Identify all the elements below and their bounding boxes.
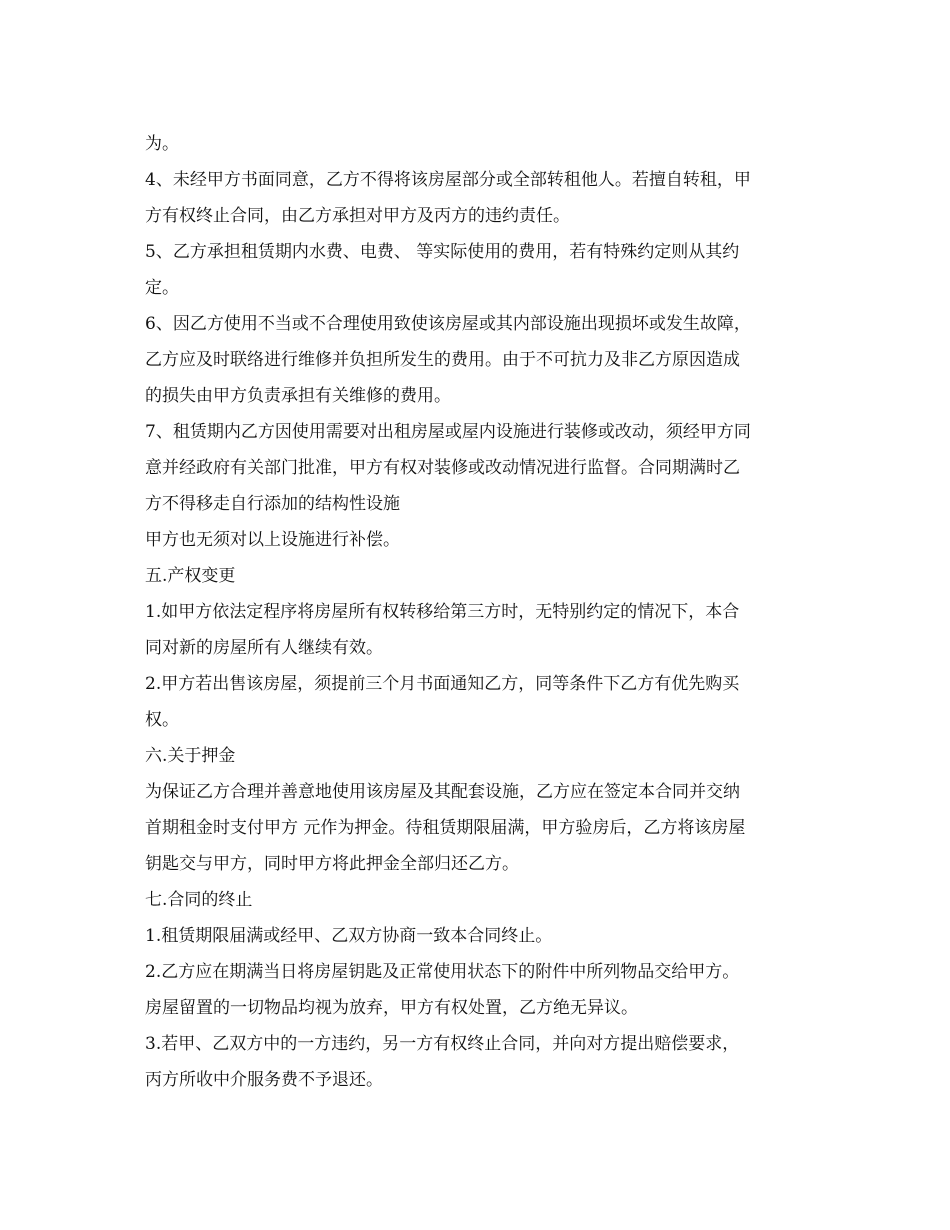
section-heading: 五.产权变更 (145, 566, 236, 586)
text-line: 权。 (145, 710, 179, 730)
section-heading: 七.合同的终止 (145, 890, 253, 910)
text-line: 5、乙方承担租赁期内水费、电费、 等实际使用的费用，若有特殊约定则从其约 (145, 242, 740, 262)
text-line: 首期租金时支付甲方 元作为押金。待租赁期限届满，甲方验房后，乙方将该房屋 (145, 818, 746, 838)
text-line: 1.租赁期限届满或经甲、乙双方协商一致本合同终止。 (145, 926, 553, 946)
text-line: 方不得移走自行添加的结构性设施 (145, 494, 400, 514)
text-line: 定。 (145, 278, 179, 298)
text-line: 的损失由甲方负责承担有关维修的费用。 (145, 386, 451, 406)
text-line: 意并经政府有关部门批准，甲方有权对装修或改动情况进行监督。合同期满时乙 (145, 458, 740, 478)
text-line: 3.若甲、乙双方中的一方违约，另一方有权终止合同，并向对方提出赔偿要求， (145, 1034, 740, 1054)
contract-text-body (145, 126, 810, 1098)
text-line: 4、未经甲方书面同意，乙方不得将该房屋部分或全部转租他人。若擅自转租，甲 (145, 170, 751, 190)
text-line: 钥匙交与甲方，同时甲方将此押金全部归还乙方。 (145, 854, 519, 874)
text-line: 2.甲方若出售该房屋，须提前三个月书面通知乙方，同等条件下乙方有优先购买 (145, 674, 740, 694)
text-line: 2.乙方应在期满当日将房屋钥匙及正常使用状态下的附件中所列物品交给甲方。 (145, 962, 740, 982)
text-line: 为保证乙方合理并善意地使用该房屋及其配套设施，乙方应在签定本合同并交纳 (145, 782, 740, 802)
text-line: 同对新的房屋所有人继续有效。 (145, 638, 383, 658)
text-line: 方有权终止合同，由乙方承担对甲方及丙方的违约责任。 (145, 206, 570, 226)
text-line: 为。 (145, 134, 179, 154)
text-line: 乙方应及时联络进行维修并负担所发生的费用。由于不可抗力及非乙方原因造成 (145, 350, 740, 370)
text-line: 甲方也无须对以上设施进行补偿。 (145, 530, 400, 550)
text-line: 7、租赁期内乙方因使用需要对出租房屋或屋内设施进行装修或改动，须经甲方同 (145, 422, 751, 442)
section-heading: 六.关于押金 (145, 746, 236, 766)
text-line: 1.如甲方依法定程序将房屋所有权转移给第三方时，无特别约定的情况下，本合 (145, 602, 740, 622)
text-line: 房屋留置的一切物品均视为放弃，甲方有权处置，乙方绝无异议。 (145, 998, 638, 1018)
text-line: 丙方所收中介服务费不予退还。 (145, 1070, 383, 1090)
text-line: 6、因乙方使用不当或不合理使用致使该房屋或其内部设施出现损坏或发生故障， (145, 314, 751, 334)
